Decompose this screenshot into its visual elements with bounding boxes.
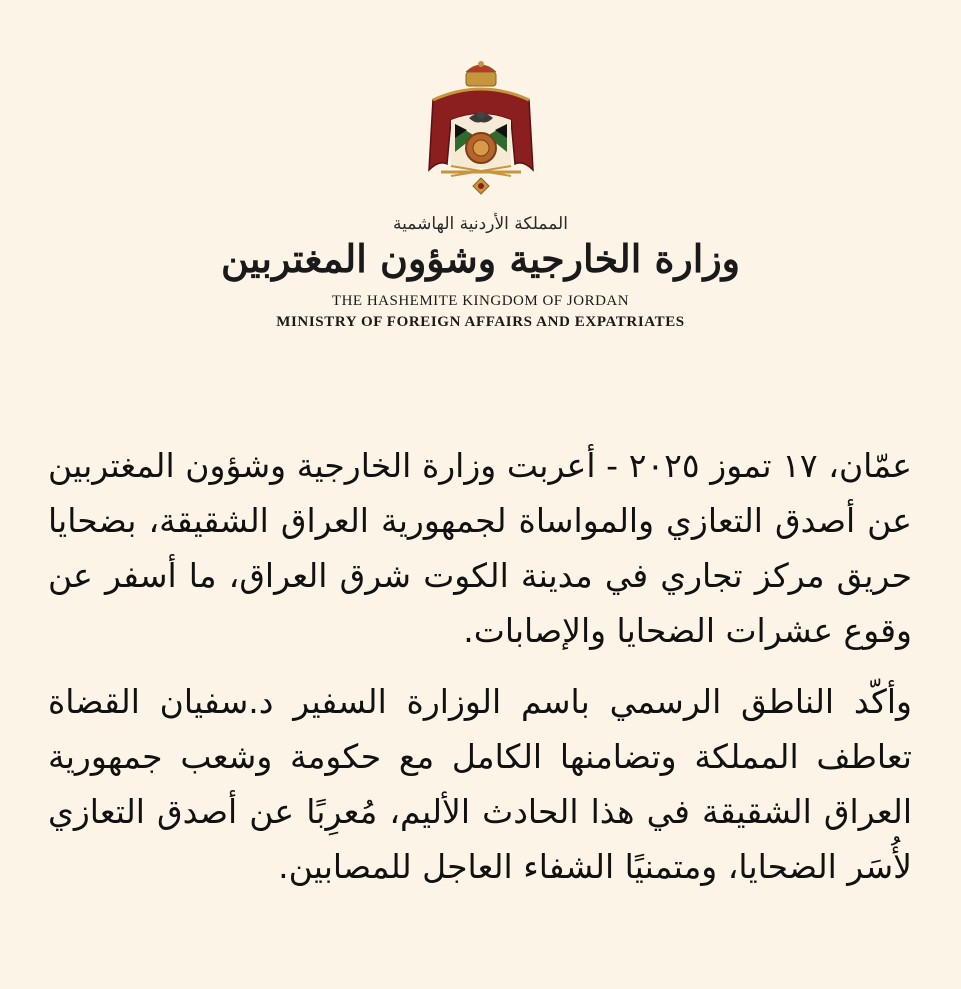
arabic-kingdom-name: المملكة الأردنية الهاشمية xyxy=(393,214,568,234)
letterhead xyxy=(0,60,961,331)
arabic-ministry-name: وزارة الخارجية وشؤون المغتربين xyxy=(220,236,741,281)
press-statement xyxy=(48,438,912,910)
statement-paragraph-1: عمّان، ١٧ تموز ٢٠٢٥ - أعربت وزارة الخارجية وشؤون المغتربين عن أصدق التعازي والمواساة لجمهورية العراق الشقيقة، بضحايا حريق مركز تجاري في مدينة الكوت شرق العراق، ما أسفر عن وقوع عشرات الضحايا والإصابات. xyxy=(48,446,912,650)
jordan-coat-of-arms-icon xyxy=(411,60,551,200)
statement-paragraph-2: وأكّد الناطق الرسمي باسم الوزارة السفير د.سفيان القضاة تعاطف المملكة وتضامنها الكامل مع حكومة وشعب جمهورية العراق الشقيقة في هذا الحادث الأليم، مُعرِبًا عن أصدق التعازي لأُسَر الضحايا، ومتمنيًا الشفاء العاجل للمصابين. xyxy=(48,682,912,886)
english-kingdom-name: THE HASHEMITE KINGDOM OF JORDAN xyxy=(331,293,630,309)
english-ministry-name: MINISTRY OF FOREIGN AFFAIRS AND EXPATRIATES xyxy=(276,314,685,330)
